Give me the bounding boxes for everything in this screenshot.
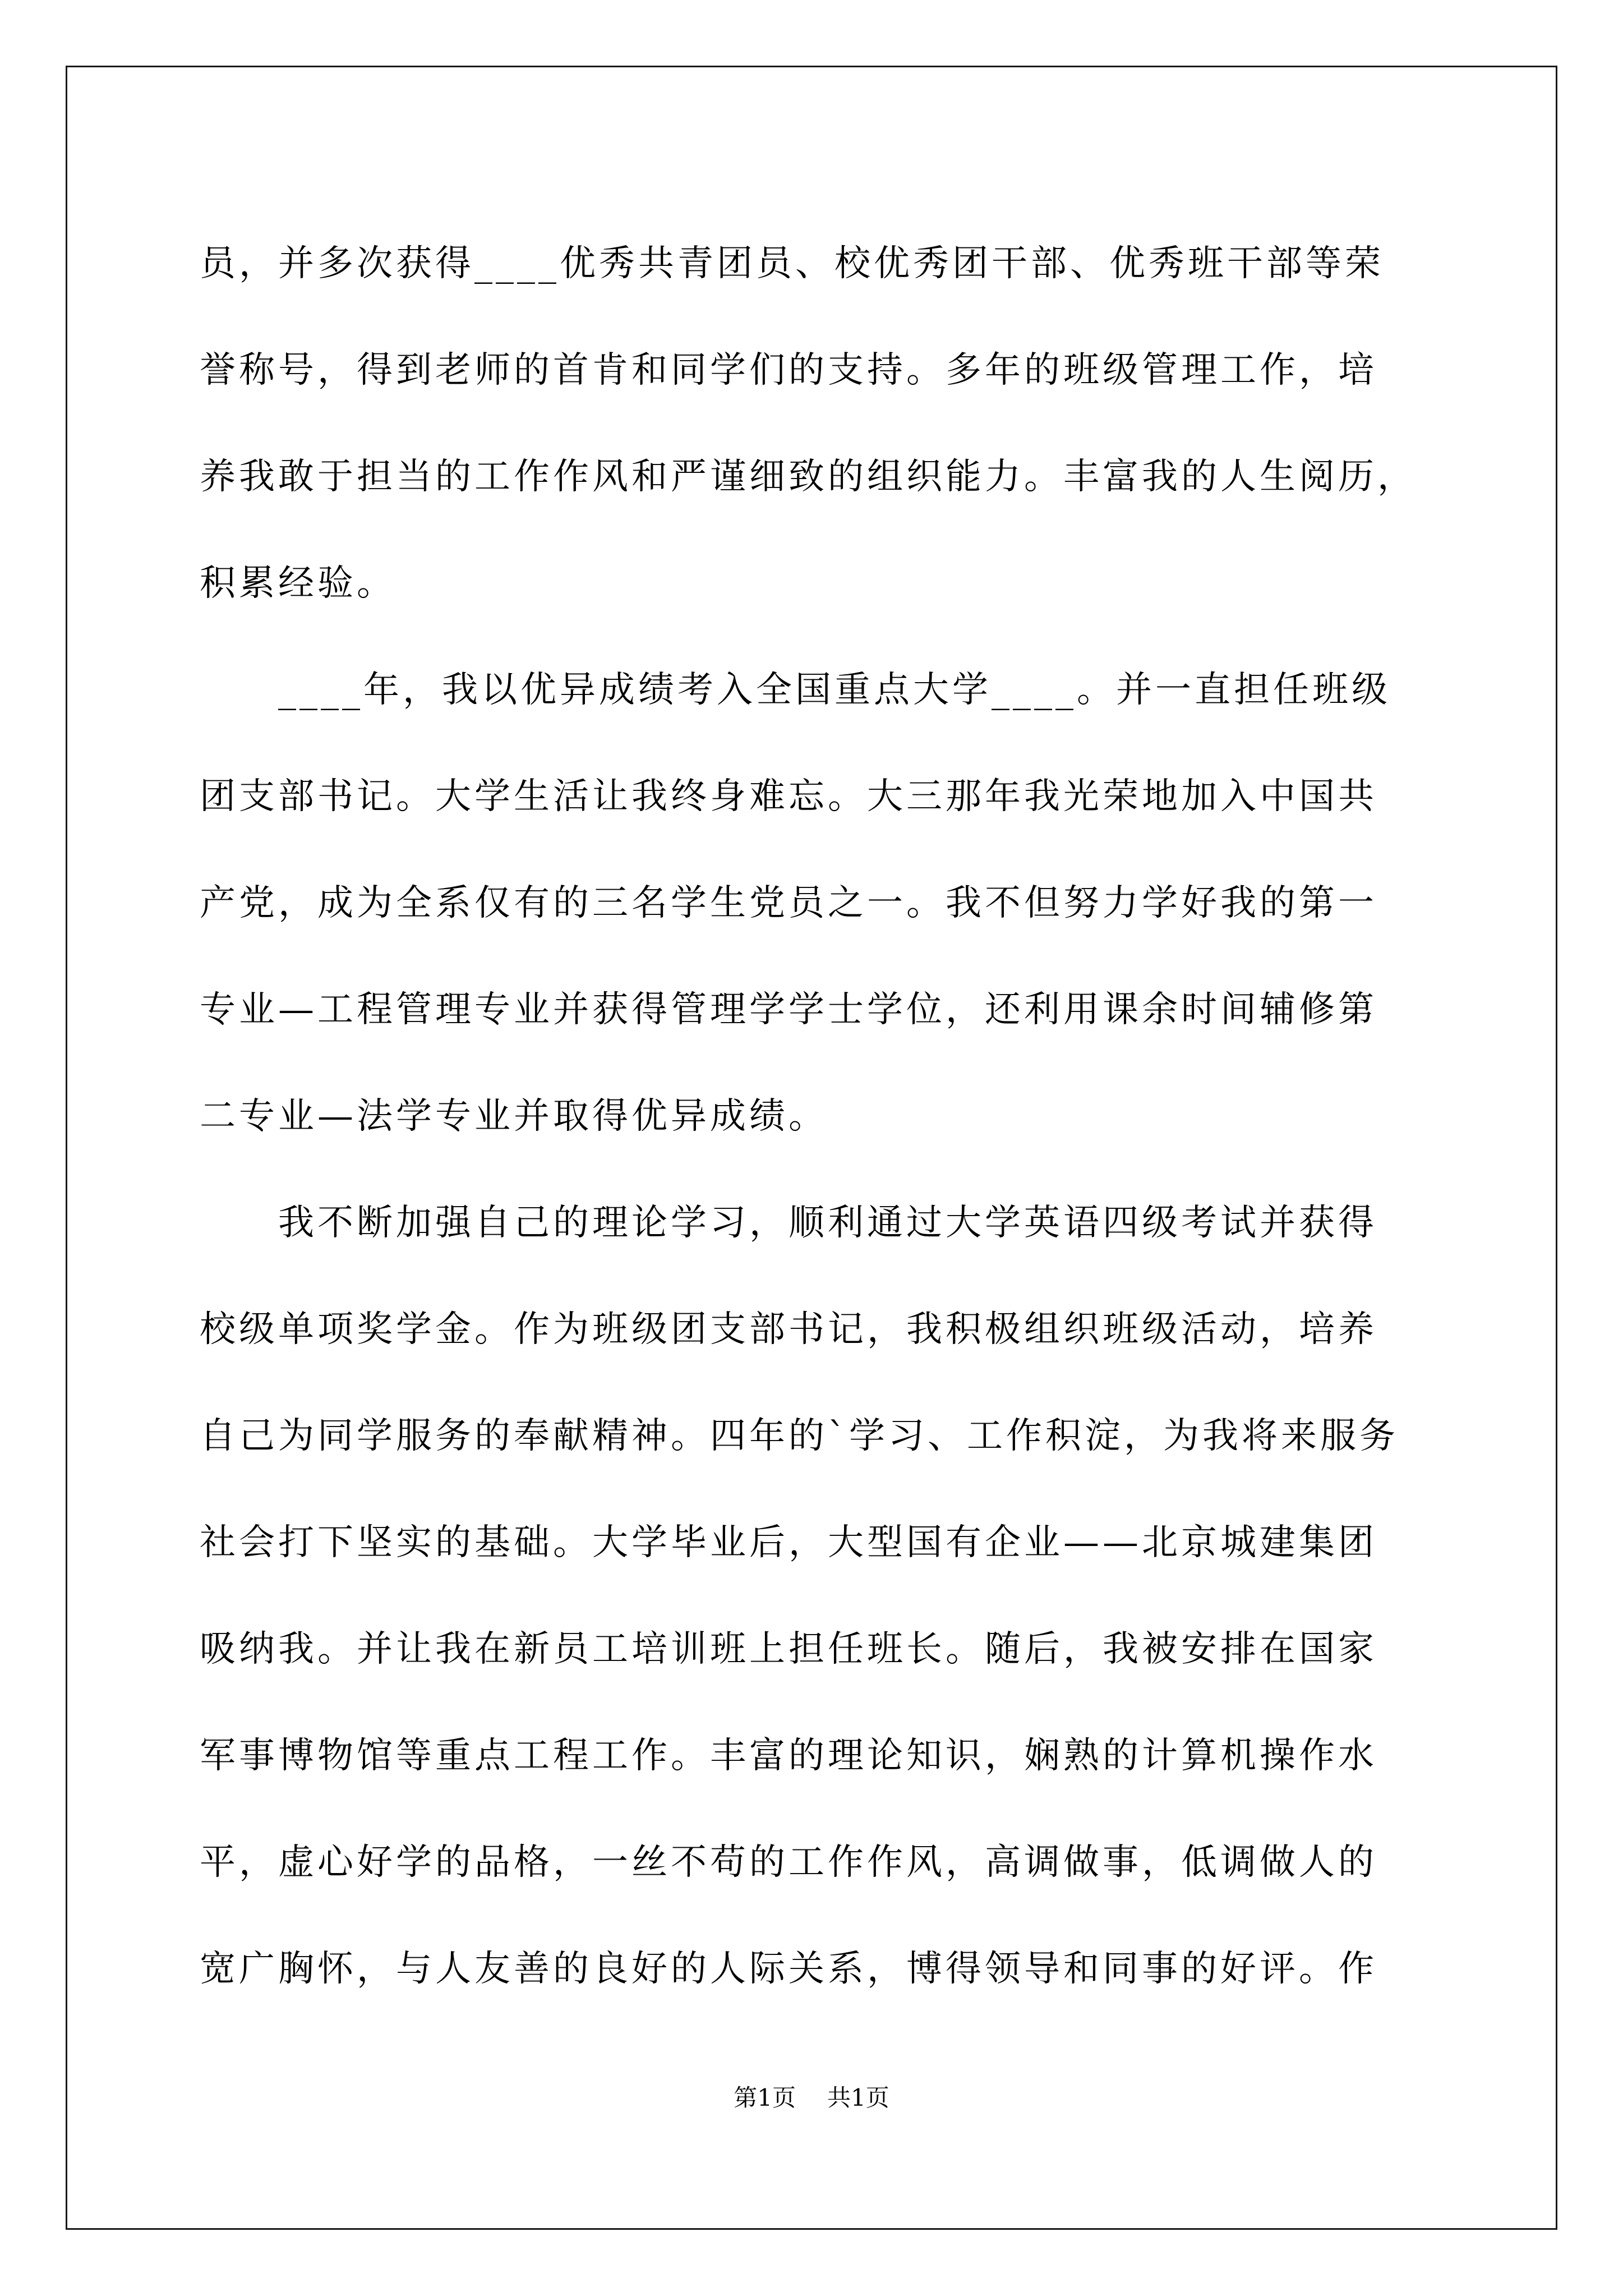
document-body: [200, 210, 1422, 2022]
page-number-current: 第1页: [734, 2084, 796, 2111]
text-line: 誉称号，得到老师的首肯和同学们的支持。多年的班级管理工作，培: [200, 349, 1377, 391]
text-line: 吸纳我。并让我在新员工培训班上担任班长。随后，我被安排在国家: [200, 1628, 1377, 1670]
text-line: 二专业—法学专业并取得优异成绩。: [200, 1096, 828, 1137]
text-line: 校级单项奖学金。作为班级团支部书记，我积极组织班级活动，培养: [200, 1309, 1377, 1350]
text-line: 产党，成为全系仅有的三名学生党员之一。我不但努力学好我的第一: [200, 882, 1377, 924]
text-line: 团支部书记。大学生活让我终身难忘。大三那年我光荣地加入中国共: [200, 776, 1377, 817]
text-line: 自己为同学服务的奉献精神。四年的`学习、工作积淀，为我将来服务: [200, 1415, 1399, 1457]
text-line: 专业—工程管理专业并获得管理学学士学位，还利用课余时间辅修第: [200, 989, 1377, 1030]
text-line: ____年，我以优异成绩考入全国重点大学____。并一直担任班级: [200, 669, 1391, 711]
text-line: 社会打下坚实的基础。大学毕业后，大型国有企业——北京城建集团: [200, 1522, 1377, 1563]
text-line: 平，虚心好学的品格，一丝不苟的工作作风，高调做事，低调做人的: [200, 1842, 1377, 1883]
page-number-total: 共1页: [827, 2084, 889, 2111]
text-line: 我不断加强自己的理论学习，顺利通过大学英语四级考试并获得: [200, 1202, 1377, 1244]
text-line: 宽广胸怀，与人友善的良好的人际关系，博得领导和同事的好评。作: [200, 1948, 1377, 1990]
page-footer: [0, 2081, 1623, 2115]
text-line: 员，并多次获得____优秀共青团员、校优秀团干部、优秀班干部等荣: [200, 243, 1384, 284]
text-line: 积累经验。: [200, 563, 396, 604]
text-line: 军事博物馆等重点工程工作。丰富的理论知识，娴熟的计算机操作水: [200, 1735, 1377, 1777]
text-line: 养我敢于担当的工作作风和严谨细致的组织能力。丰富我的人生阅历，: [200, 456, 1417, 498]
